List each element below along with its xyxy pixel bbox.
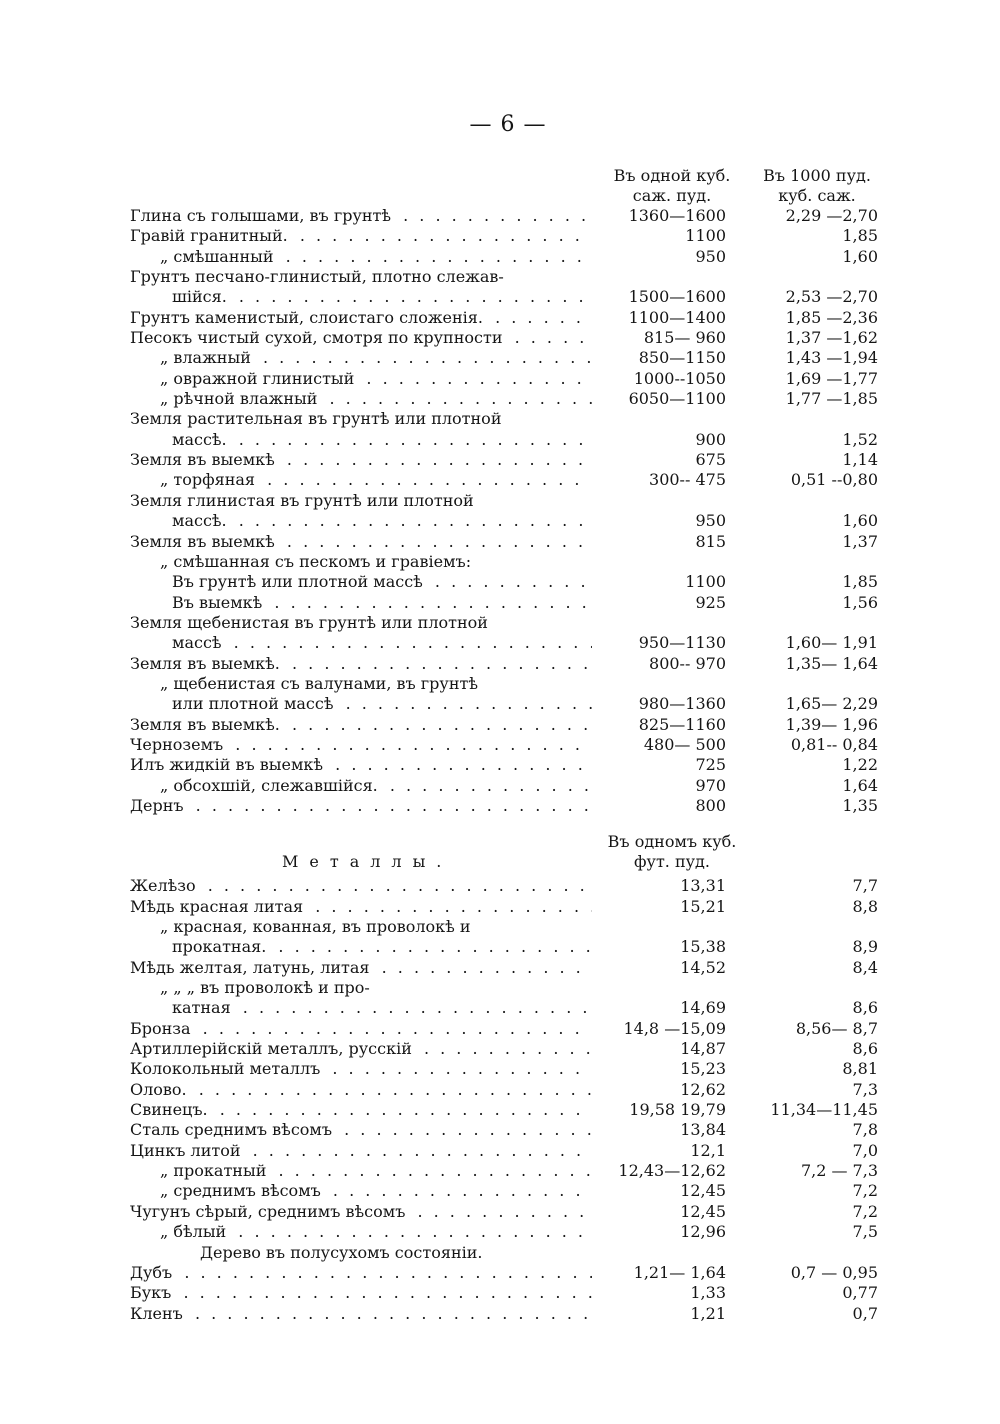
row-value-primary: 850—1150 [638,348,726,368]
row-value-primary: 1100—1400 [628,307,726,327]
row-label-text: Земля въ выемкѣ. [130,654,284,673]
row-label-text: „ торфяная [160,470,259,489]
table-row [130,1263,900,1283]
table-row [130,389,900,409]
row-label-text: Илъ жидкій въ выемкѣ [130,755,327,774]
row-value-secondary: 0,51 --0,80 [790,470,878,490]
row-value-secondary: 8,6 [852,998,878,1018]
row-value-secondary: 1,37 —1,62 [785,328,878,348]
row-label-text: Песокъ чистый сухой, смотря по крупности [130,328,506,347]
row-label [130,937,592,957]
row-value-secondary: 8,9 [852,937,878,957]
row-label [130,998,592,1018]
row-value-secondary: 1,43 —1,94 [785,348,878,368]
table-row [130,226,900,246]
row-label [130,308,592,328]
table-row [130,1039,900,1059]
table-row [130,348,900,368]
row-label [130,226,592,246]
row-label [130,755,592,775]
row-value-primary: 800 [695,795,726,815]
table-row [130,998,900,1018]
row-label-text: Грунтъ каменистый, слоистаго сложенія. [130,308,487,327]
row-label [130,1222,592,1242]
row-value-primary: 970 [695,775,726,795]
row-label-text: шійся. [172,287,231,306]
row-value-primary: 13,84 [680,1120,726,1140]
row-value-primary: 950 [695,511,726,531]
row-label-text: „ прокатный [160,1161,270,1180]
table-row [130,735,900,755]
row-label [130,735,592,755]
row-value-primary: 12,1 [690,1140,726,1160]
row-label [130,958,592,978]
row-value-primary: 1,21— 1,64 [633,1262,726,1282]
row-label [130,206,592,226]
table-row [130,1181,900,1201]
row-label [130,389,592,409]
row-value-primary: 13,31 [680,876,726,896]
row-value-secondary: 7,2 — 7,3 [800,1161,878,1181]
row-label [130,613,592,633]
row-label [130,776,592,796]
table-row [130,206,900,226]
table-row [130,430,900,450]
row-label [130,572,592,592]
row-value-secondary: 11,34—11,45 [770,1100,878,1120]
table-row [130,937,900,957]
table-row [130,1243,900,1263]
row-value-primary: 925 [695,592,726,612]
column-header-line: Въ одномъ куб. [607,832,737,851]
table-row [130,450,900,470]
row-label [130,552,592,572]
row-label-text: Дубъ [130,1263,176,1282]
row-label-text: „ смѣшанная съ пескомъ и гравіемъ: [160,552,475,571]
row-label-text: Цинкъ литой [130,1141,245,1160]
row-label [130,450,592,470]
row-label [130,593,592,613]
row-label-text: Въ грунтѣ или плотной массѣ [172,572,427,591]
table-row [130,715,900,735]
row-label [130,715,592,735]
row-value-primary: 815 [695,531,726,551]
row-value-primary: 14,52 [680,957,726,977]
table-row [130,532,900,552]
table-row [130,876,900,896]
table-row [130,917,900,937]
row-value-secondary: 1,85 [842,572,878,592]
row-label [130,1304,592,1324]
row-label [130,876,592,896]
table-row [130,1120,900,1140]
table-row [130,654,900,674]
table-row [130,978,900,998]
row-label-text: Дерево въ полусухомъ состояніи. [200,1243,486,1262]
table-row [130,308,900,328]
row-label-text: Земля въ выемкѣ. [130,715,284,734]
table-row [130,1080,900,1100]
column-header-line: фут. пуд. [634,852,710,871]
row-label [130,633,592,653]
section-title-metals: Металлы. [282,852,453,871]
row-value-primary: 12,43—12,62 [618,1161,726,1181]
row-label [130,1243,592,1263]
table-row [130,267,900,287]
table-row [130,409,900,429]
table-row [130,1202,900,1222]
row-label [130,491,592,511]
row-value-secondary: 7,7 [852,876,878,896]
row-label-text: Земля въ выемкѣ [130,532,279,551]
row-label [130,897,592,917]
table-row [130,491,900,511]
table-row [130,633,900,653]
row-label-text: массѣ. [172,511,231,530]
row-value-secondary: 7,0 [852,1140,878,1160]
row-label-text: катная [172,998,235,1017]
table-row [130,511,900,531]
row-label-text: Сталь среднимъ вѣсомъ [130,1120,336,1139]
row-label-text: Глина съ голышами, въ грунтѣ [130,206,395,225]
row-value-secondary: 2,29 —2,70 [785,206,878,225]
row-label [130,694,592,714]
row-label [130,1202,592,1222]
table-row [130,897,900,917]
row-label-text: „ бѣлый [160,1222,230,1241]
row-label-text: Земля глинистая въ грунтѣ или плотной [130,491,478,510]
row-label-text: Черноземъ [130,735,227,754]
row-label-text: массѣ [172,633,226,652]
row-label-text: Чугунъ сѣрый, среднимъ вѣсомъ [130,1202,409,1221]
row-value-primary: 15,23 [680,1059,726,1079]
row-label [130,247,592,267]
row-value-secondary: 1,52 [842,429,878,449]
row-value-primary: 480— 500 [643,734,726,754]
row-label [130,1120,592,1140]
row-value-primary: 800-- 970 [649,653,726,673]
row-value-primary: 12,45 [680,1201,726,1221]
table-row [130,674,900,694]
row-value-secondary: 8,4 [852,957,878,977]
row-label [130,1019,592,1039]
row-value-secondary: 8,81 [842,1059,878,1079]
row-value-secondary: 0,7 — 0,95 [790,1262,878,1282]
row-label-text: Бронза [130,1019,195,1038]
row-label-text: „ щебенистая съ валунами, въ грунтѣ [160,674,482,693]
table-row [130,470,900,490]
row-value-secondary: 1,60 [842,246,878,266]
row-value-primary: 1100 [685,572,726,592]
row-label [130,328,592,348]
row-value-primary: 12,62 [680,1079,726,1099]
row-value-primary: 15,21 [680,896,726,916]
row-label-text: Букъ [130,1283,175,1302]
row-value-primary: 300-- 475 [649,470,726,490]
row-label [130,532,592,552]
row-label-text: Земля растительная въ грунтѣ или плотной [130,409,505,428]
row-label-text: Мѣдь желтая, латунь, литая [130,958,374,977]
table-row [130,958,900,978]
row-value-secondary: 7,8 [852,1120,878,1140]
weights-table [130,206,900,1324]
row-value-secondary: 1,60 [842,511,878,531]
row-value-primary: 19,58 19,79 [629,1100,726,1120]
row-value-secondary: 1,64 [842,775,878,795]
row-label-text: Земля въ выемкѣ [130,450,279,469]
row-value-secondary: 1,85 [842,226,878,246]
row-label [130,409,592,429]
row-label [130,369,592,389]
row-label [130,674,592,694]
row-label [130,511,592,531]
row-label [130,1181,592,1201]
row-value-primary: 950 [695,246,726,266]
row-value-secondary: 1,65— 2,29 [785,694,878,714]
table-row [130,1059,900,1079]
row-value-secondary: 1,60— 1,91 [785,633,878,653]
row-label [130,348,592,368]
row-value-secondary: 2,53 —2,70 [785,287,878,307]
row-value-secondary: 1,56 [842,592,878,612]
row-label [130,287,592,307]
row-value-secondary: 7,2 [852,1201,878,1221]
row-value-primary: 12,96 [680,1222,726,1242]
table-row [130,694,900,714]
row-label-text: Свинецъ. [130,1100,212,1119]
row-label-text: Олово. [130,1080,191,1099]
row-label-text: Артиллерійскій металлъ, русскій [130,1039,416,1058]
column-header-per-cubic-sazhen [596,166,748,206]
row-label-text: или плотной массѣ [172,694,338,713]
row-label [130,917,592,937]
table-row [130,572,900,592]
table-row [130,1100,900,1120]
table-row [130,328,900,348]
row-value-secondary: 7,2 [852,1181,878,1201]
row-value-secondary: 0,81-- 0,84 [790,734,878,754]
row-label [130,1161,592,1181]
row-value-primary: 1,33 [690,1283,726,1303]
row-label [130,1141,592,1161]
row-label [130,470,592,490]
row-label [130,1283,592,1303]
row-label [130,796,592,816]
column-header-per-1000-pud [750,166,884,206]
table-row [130,755,900,775]
row-value-primary: 14,69 [680,998,726,1018]
column-header-line: саж. пуд. [632,186,712,205]
page-number: — 6 — [469,112,547,137]
row-label-text: Мѣдь красная литая [130,897,307,916]
row-value-secondary: 1,14 [842,450,878,470]
row-value-secondary: 8,8 [852,896,878,916]
row-value-secondary: 0,77 [842,1283,878,1303]
table-row [130,613,900,633]
row-label [130,1080,592,1100]
row-label-text: Желѣзо [130,876,200,895]
row-value-secondary: 8,56— 8,7 [795,1018,878,1038]
row-value-primary: 900 [695,429,726,449]
row-value-primary: 1100 [685,226,726,246]
row-value-primary: 1360—1600 [628,206,726,225]
row-label [130,1100,592,1120]
table-row [130,1161,900,1181]
row-label-text: „ „ „ въ проволокѣ и про- [160,978,374,997]
row-value-primary: 980—1360 [638,694,726,714]
row-value-secondary: 1,35 [842,795,878,815]
row-label-text: „ красная, кованная, въ проволокѣ и [160,917,475,936]
row-label [130,430,592,450]
row-label-text: Дернъ [130,796,188,815]
row-value-primary: 6050—1100 [628,389,726,409]
row-value-secondary: 1,85 —2,36 [785,307,878,327]
row-value-secondary: 1,35— 1,64 [785,653,878,673]
row-value-secondary: 1,69 —1,77 [785,368,878,388]
row-label-text: Въ выемкѣ [172,593,266,612]
row-value-secondary: 1,22 [842,755,878,775]
row-label [130,267,592,287]
table-row [130,369,900,389]
table-row [130,593,900,613]
row-label-text: „ обсохшій, слежавшійся. [160,776,382,795]
section-gap [130,816,900,876]
row-label [130,1059,592,1079]
table-row [130,1222,900,1242]
row-label-text: прокатная. [172,937,270,956]
column-header-line: Въ 1000 пуд. [763,166,871,185]
row-value-secondary: 1,39— 1,96 [785,714,878,734]
column-header-line: куб. саж. [778,186,856,205]
row-value-primary: 675 [695,450,726,470]
row-value-primary: 1,21 [690,1303,726,1323]
row-value-primary: 815— 960 [643,328,726,348]
row-value-secondary: 0,7 [852,1303,878,1323]
row-value-secondary: 1,77 —1,85 [785,389,878,409]
table-row [130,1141,900,1161]
row-value-primary: 14,87 [680,1039,726,1059]
column-header-line: Въ одной куб. [613,166,731,185]
row-label-text: Грунтъ песчано-глинистый, плотно слежав- [130,267,508,286]
row-label-text: Колокольный металлъ [130,1059,324,1078]
row-label-text: Кленъ [130,1304,187,1323]
table-row [130,1019,900,1039]
row-value-secondary: 7,3 [852,1079,878,1099]
row-value-primary: 825—1160 [638,714,726,734]
table-row [130,1304,900,1324]
row-label-text: „ смѣшанный [160,247,278,266]
row-value-primary: 1000--1050 [633,368,726,388]
table-row [130,287,900,307]
row-value-primary: 950—1130 [638,633,726,653]
row-value-primary: 14,8 —15,09 [623,1018,726,1038]
row-value-secondary: 8,6 [852,1039,878,1059]
row-label [130,978,592,998]
table-row [130,776,900,796]
table-row [130,552,900,572]
row-label-text: „ рѣчной влажный [160,389,321,408]
row-label [130,654,592,674]
row-label-text: „ влажный [160,348,255,367]
row-label [130,1263,592,1283]
row-value-secondary: 1,37 [842,531,878,551]
row-label-text: Земля щебенистая въ грунтѣ или плотной [130,613,492,632]
row-value-primary: 1500—1600 [628,287,726,307]
row-value-secondary: 7,5 [852,1222,878,1242]
table-row [130,1283,900,1303]
row-label-text: массѣ. [172,430,231,449]
row-label-text: „ среднимъ вѣсомъ [160,1181,325,1200]
row-value-primary: 725 [695,755,726,775]
table-row [130,247,900,267]
row-value-primary: 12,45 [680,1181,726,1201]
row-label-text: Гравій гранитный. [130,226,292,245]
table-row [130,796,900,816]
row-value-primary: 15,38 [680,937,726,957]
row-label-text: „ овражной глинистый [160,369,358,388]
row-label [130,1039,592,1059]
